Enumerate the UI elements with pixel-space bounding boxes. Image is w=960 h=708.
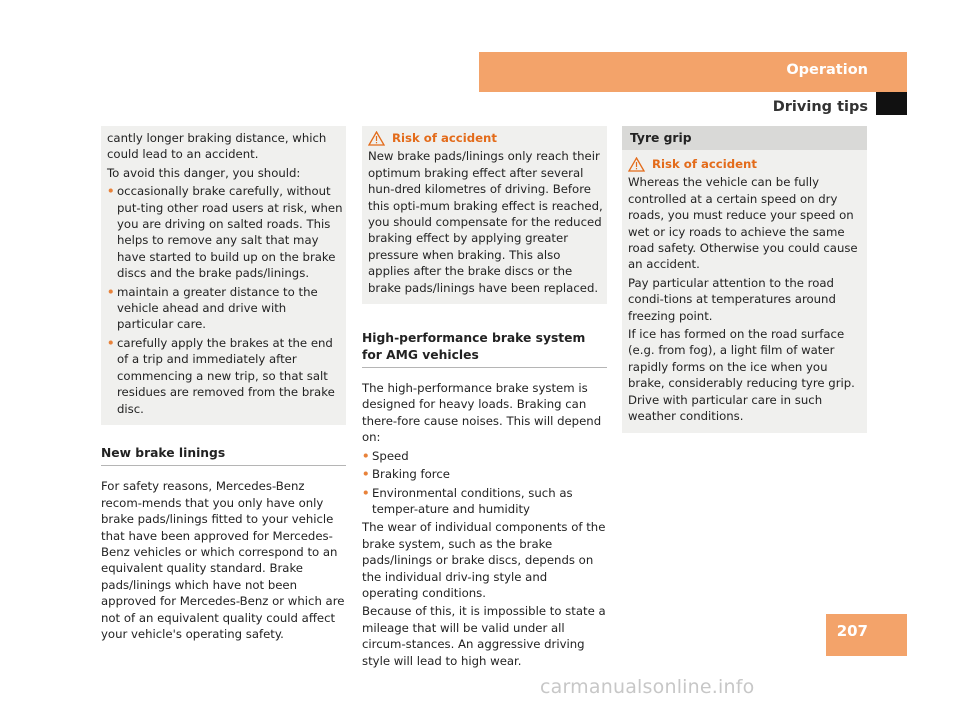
bullet-icon: •: [107, 184, 115, 199]
warning-text: Whereas the vehicle can be fully controlled at a certain speed on dry roads, you must reduce your speed on wet or icy roads to achieve the same road safety. Otherwise you could cause an accident.: [628, 175, 858, 272]
subsection-title: Driving tips: [772, 99, 868, 115]
warning-box: [362, 126, 607, 304]
body-paragraph: The wear of individual components of the brake system, such as the brake pads/linings or brake discs, depends on the individual driv-ing style and operating conditions.: [362, 520, 606, 600]
section-title: Operation: [786, 62, 868, 78]
list-item: • occasionally brake carefully, without put-ting other road users at risk, when you are driving on salted roads. This helps to remove any salt that may have started to build up on the brake discs and the brake pads/linings.: [107, 184, 343, 281]
column-1: [101, 126, 346, 644]
bullet-list: [362, 448, 607, 518]
warning-heading: Risk of accident: [362, 130, 607, 146]
warning-text: If ice has formed on the road surface (e.g. from fog), a light film of water rapidly forms on the ice when you brake, considerably reducing tyre grip. Drive with particular care in such weather conditions.: [628, 327, 855, 424]
section-heading: New brake linings: [101, 445, 346, 467]
warning-box: [622, 150, 867, 433]
list-item: • Environmental conditions, such as temper-ature and humidity: [362, 485, 573, 516]
warning-heading: Risk of accident: [622, 156, 867, 172]
warning-text: Pay particular attention to the road condi-tions at temperatures around freezing point.: [628, 275, 836, 323]
body-paragraph: For safety reasons, Mercedes-Benz recom-mends that you only have only brake pads/linings fitted to your vehicle that have been approved for Mercedes-Benz vehicles or which correspond to an equivalent quality standard. Brake pads/linings which have not been approved for Mercedes-Benz or which are not of an equivalent quality could affect your vehicle's operating safety.: [101, 479, 345, 642]
header-marker: [876, 92, 907, 115]
intro-paragraph: cantly longer braking distance, which could lead to an accident.: [107, 131, 327, 162]
bullet-list: [101, 183, 346, 417]
list-item: • maintain a greater distance to the vehicle ahead and drive with particular care.: [107, 284, 318, 332]
warning-triangle-icon: [368, 131, 385, 146]
bullet-icon: •: [362, 467, 370, 482]
bullet-icon: •: [362, 448, 370, 463]
body-paragraph: The high-performance brake system is designed for heavy loads. Braking can there-fore cause noises. This will depend on:: [362, 381, 602, 445]
body-paragraph: Because of this, it is impossible to state a mileage that will be valid under all circum-stances. An aggressive driving style will lead to high wear.: [362, 604, 606, 668]
warning-text: New brake pads/linings only reach their optimum braking effect after several hun-dred kilometres of driving. Before this opti-mum braking effect is reached, you should compensate for the reduced braking effect by applying greater pressure when braking. This also applies after the brake discs or the brake pads/linings have been replaced.: [368, 149, 603, 295]
list-item: • Braking force: [362, 467, 450, 482]
page-number: 207: [836, 622, 868, 640]
section-heading: High-performance brake system for AMG vehicles: [362, 330, 607, 368]
bullet-icon: •: [362, 485, 370, 500]
intro-paragraph: To avoid this danger, you should:: [107, 165, 301, 180]
warning-triangle-icon: [628, 157, 645, 172]
bullet-icon: •: [107, 335, 115, 350]
column-3: [622, 126, 867, 433]
column-2: [362, 126, 607, 671]
section-heading: Tyre grip: [622, 126, 867, 150]
bullet-icon: •: [107, 284, 115, 299]
list-item: • Speed: [362, 448, 409, 463]
continued-box: [101, 126, 346, 425]
watermark: carmanualsonline.info: [540, 676, 755, 698]
list-item: • carefully apply the brakes at the end of a trip and immediately after commencing a new trip, so that salt residues are removed from the brake disc.: [107, 335, 335, 416]
